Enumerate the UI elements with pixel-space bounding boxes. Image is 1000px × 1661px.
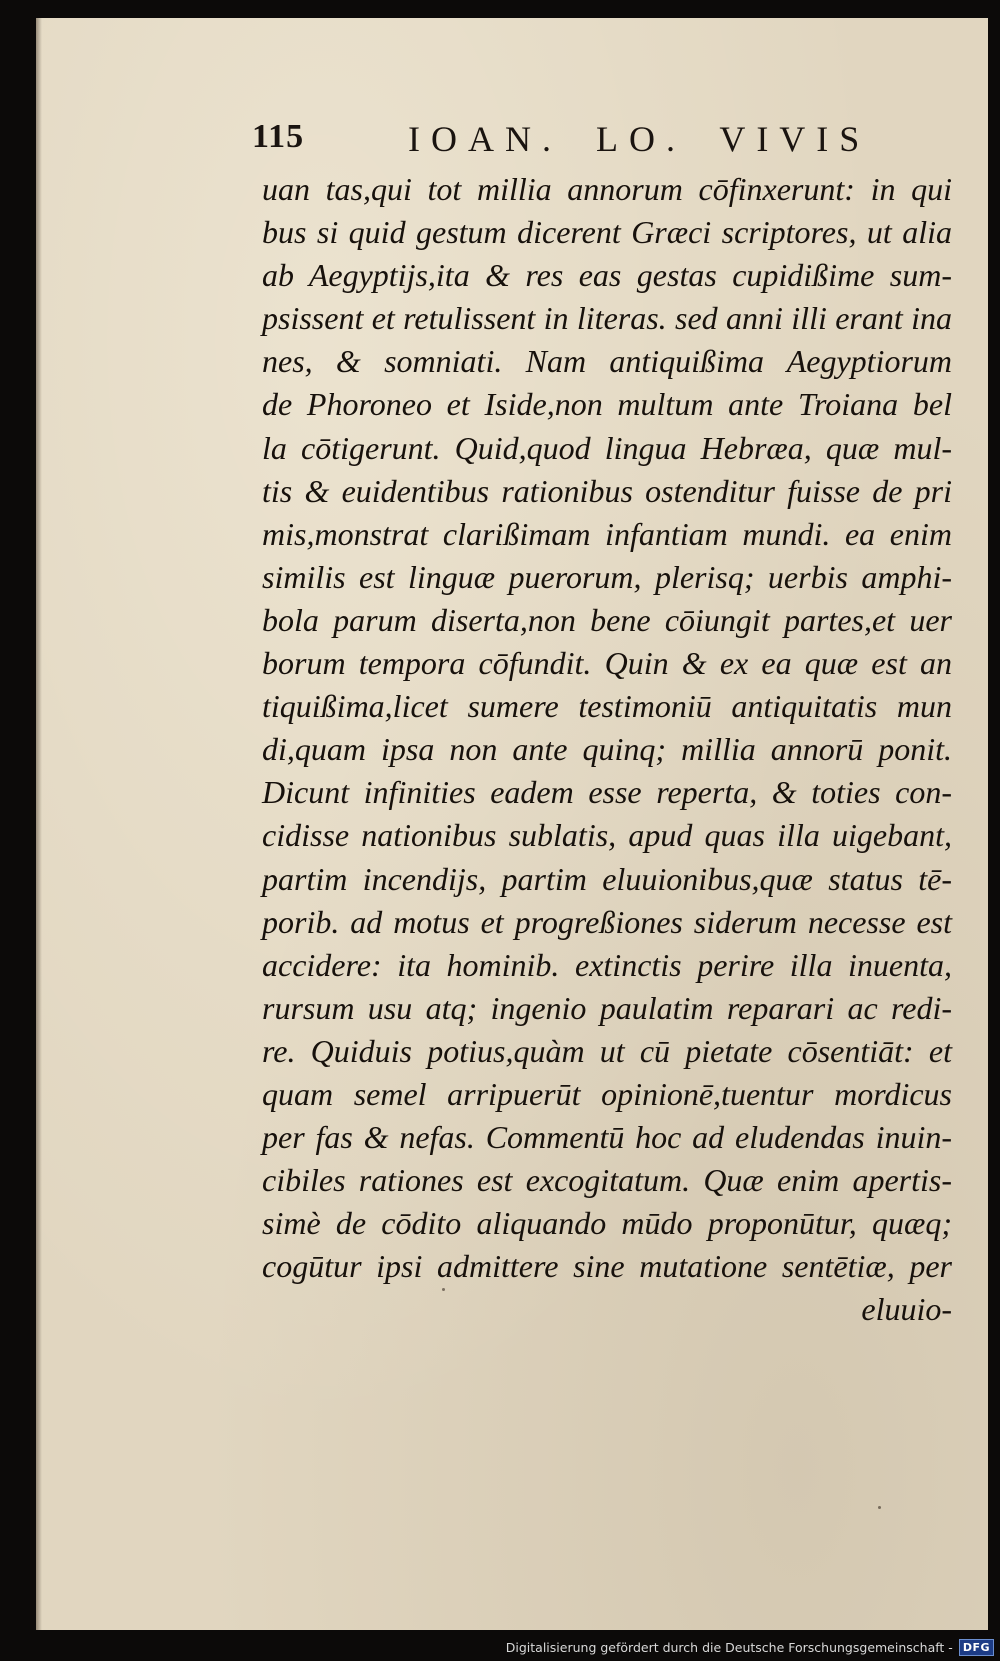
text-line: per fas & nefas. Commentū hoc ad eludendas inuin-: [262, 1119, 952, 1156]
body-text: [262, 168, 962, 1332]
page-number: 115: [252, 118, 305, 155]
text-line: la cōtigerunt. Quid,quod lingua Hebræa, quæ mul-: [262, 429, 952, 466]
page-gutter-shadow: [36, 18, 42, 1630]
text-line: rursum usu atq; ingenio paulatim reparari ac redi-: [262, 989, 952, 1026]
text-line: ab Aegyptijs,ita & res eas gestas cupidißime sum-: [262, 257, 952, 294]
running-head: [252, 118, 872, 158]
digitization-credit: [506, 1636, 994, 1658]
running-title: IOAN. LO. VIVIS: [408, 119, 871, 159]
text-line: mis,monstrat clarißimam infantiam mundi. ea enim: [262, 515, 952, 552]
text-line: cogūtur ipsi admittere sine mutatione sentētiæ, per: [262, 1248, 952, 1285]
text-line: partim incendijs, partim eluuionibus,quæ status tē-: [262, 860, 952, 897]
text-line: quam semel arripuerūt opinionē,tuentur mordicus: [262, 1075, 952, 1112]
text-line: porib. ad motus et progreßiones siderum necesse est: [262, 903, 952, 940]
paper-speck: [878, 1506, 881, 1509]
paper-speck: [442, 1288, 445, 1291]
text-line: psissent et retulissent in literas. sed anni illi erant ina: [262, 300, 952, 337]
credit-text: Digitalisierung gefördert durch die Deutsche Forschungsgemeinschaft -: [505, 1639, 953, 1655]
text-line: bus si quid gestum dicerent Græci scriptores, ut alia: [262, 214, 952, 251]
text-line: Dicunt infinities eadem esse reperta, & toties con-: [262, 774, 952, 811]
text-line: cibiles rationes est excogitatum. Quæ enim apertis-: [262, 1162, 952, 1199]
text-line: bola parum diserta,non bene cōiungit partes,et uer: [262, 601, 952, 638]
text-line: simè de cōdito aliquando mūdo proponūtur, quæq;: [262, 1205, 952, 1242]
text-line: de Phoroneo et Iside,non multum ante Troiana bel: [262, 386, 952, 423]
text-line: nes, & somniati. Nam antiquißima Aegyptiorum: [262, 343, 952, 380]
text-line: uan tas,qui tot millia annorum cōfinxerunt: in qui: [262, 171, 952, 207]
text-line: cidisse nationibus sublatis, apud quas illa uigebant,: [262, 817, 952, 854]
text-line: tis & euidentibus rationibus ostenditur fuisse de pri: [262, 472, 952, 509]
text-line: borum tempora cōfundit. Quin & ex ea quæ est an: [262, 645, 952, 682]
catchword: eluuio-: [861, 1291, 952, 1328]
dfg-logo: DFG: [959, 1639, 994, 1656]
text-line: tiquißima,licet sumere testimoniū antiquitatis mun: [262, 688, 952, 725]
text-line: re. Quiduis potius,quàm ut cū pietate cōsentiāt: et: [262, 1032, 952, 1069]
text-line: similis est linguæ puerorum, plerisq; uerbis amphi-: [262, 558, 952, 595]
text-line: accidere: ita hominib. extinctis perire illa inuenta,: [262, 946, 952, 983]
text-line: di,quam ipsa non ante quinq; millia annorū ponit.: [262, 731, 952, 768]
